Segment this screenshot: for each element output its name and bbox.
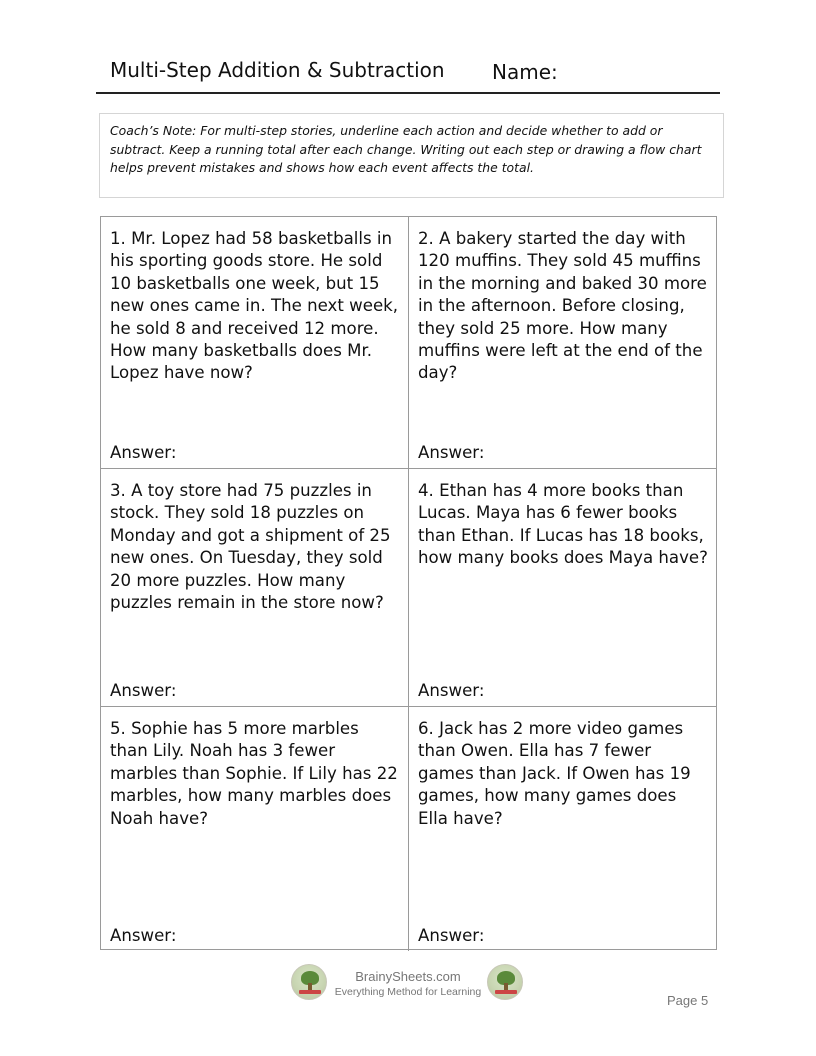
worksheet-header (96, 56, 720, 94)
footer-brand (330, 969, 486, 999)
problem-text: 3. A toy store had 75 puzzles in stock. They sold 18 puzzles on Monday and got a shipment of 25 new ones. On Tuesday, they sold 20 more puzzles. How many puzzles remain in the store now? (110, 481, 391, 613)
brand-logo-left-icon (291, 964, 327, 1000)
problem-cell-3 (101, 469, 409, 707)
answer-label: Answer: (110, 443, 177, 462)
problem-cell-2 (409, 217, 717, 469)
coach-note: Coach’s Note: For multi-step stories, underline each action and decide whether to add or subtract. Keep a running total after each change. Writing out each step or drawing a flow chart helps prevent mistakes and shows how each event affects the total. (99, 113, 724, 198)
answer-label: Answer: (418, 926, 485, 945)
page-title: Multi-Step Addition & Subtraction (110, 58, 445, 82)
name-label: Name: (492, 60, 558, 84)
problem-text: 1. Mr. Lopez had 58 basketballs in his sporting goods store. He sold 10 basketballs one week, but 15 new ones came in. The next week, he sold 8 and received 12 more. How many basketballs does Mr. Lopez have now? (110, 229, 399, 383)
problem-text: 5. Sophie has 5 more marbles than Lily. Noah has 3 fewer marbles than Sophie. If Lily has 22 marbles, how many marbles does Noah have? (110, 719, 398, 828)
problem-text: 4. Ethan has 4 more books than Lucas. Maya has 6 fewer books than Ethan. If Lucas has 18 books, how many books does Maya have? (418, 481, 708, 568)
problem-cell-6 (409, 707, 717, 951)
problem-cell-4 (409, 469, 717, 707)
problem-cell-5 (101, 707, 409, 951)
brand-tagline: Everything Method for Learning (334, 986, 482, 998)
problem-grid (100, 216, 717, 950)
brand-logo-right-icon (487, 964, 523, 1000)
brand-site: BrainySheets.com (355, 969, 461, 984)
answer-label: Answer: (110, 926, 177, 945)
problem-text: 6. Jack has 2 more video games than Owen. Ella has 7 fewer games than Jack. If Owen has 19 games, how many games does Ella have? (418, 719, 691, 828)
problem-cell-1 (101, 217, 409, 469)
page-number: Page 5 (667, 993, 709, 1008)
problem-text: 2. A bakery started the day with 120 muffins. They sold 45 muffins in the morning and baked 30 more in the afternoon. Before closing, they sold 25 more. How many muffins were left at the end of the day? (418, 229, 707, 383)
answer-label: Answer: (418, 681, 485, 700)
answer-label: Answer: (110, 681, 177, 700)
answer-label: Answer: (418, 443, 485, 462)
